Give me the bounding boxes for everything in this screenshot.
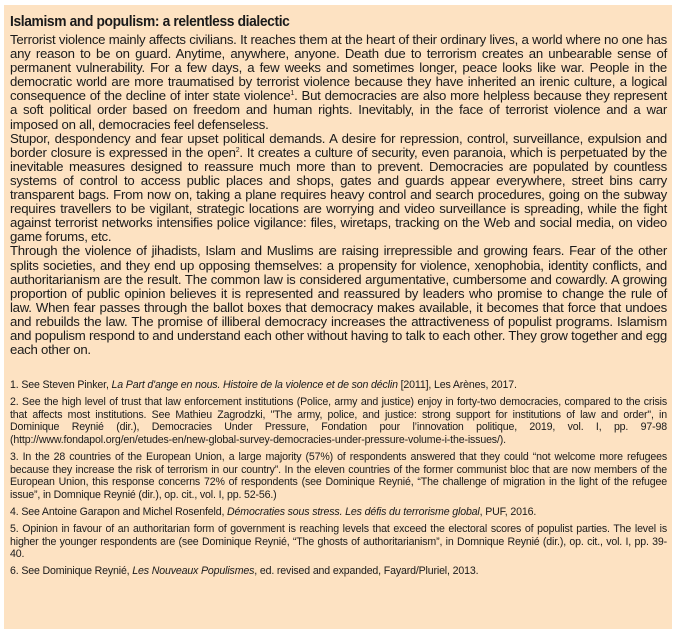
footnote-ref[interactable]: 2 <box>235 146 240 154</box>
paragraph <box>10 33 667 132</box>
box-title: Islamism and populism: a relentless dialectic <box>10 13 290 30</box>
footnote-text: 4. See Antoine Garapon and Michel Rosenfeld, <box>10 506 228 518</box>
paragraph-text: Stupor, despondency and fear upset political demands. A desire for repression, control, surveillance, expulsion and border closure is expressed in the open <box>10 130 667 160</box>
footnote-text: , ed. revised and expanded, Fayard/Pluriel, 2013. <box>254 565 479 578</box>
footnote <box>10 379 667 392</box>
footnote-title: La Part d'ange en nous. Histoire de la violence et de son déclin <box>111 379 398 392</box>
paragraph <box>10 132 667 245</box>
footnote-text: 2. See the high level of trust that law enforcement institutions (Police, army and justice) enjoy in forty-two democracies, compared to the crisis that affects most institutions. See Mathieu Zagrodzki, "The army, police, and justice: strong support for institutions of law and order", in Dominique Reynié (dir.), Democracies Under Pressure, Fondation pour l’innovation politique, 2019, vol. I, pp. 97-98 (http://www.fondapol.org/en/etudes-en/new-global-survey-democracies-under-pressure-volume-i-the-issues/). <box>10 396 667 447</box>
paragraph-text: . It creates a culture of security, even paranoia, which is perpetuated by the inevitable measures designed to reassure much more than to prevent. Democracies are populated by countless systems of control to access public places and shops, gates and guards appear everywhere, street bins carry transparent bags. From now on, taking a plane requires heavy control and search procedures, going on the subway requires travellers to be vigilant, strategic locations are worrying and video surveillance is spreading, while the fight against terrorist networks intensifies police vigilance: files, wiretaps, tracking on the Web and social media, on video game forums, etc. <box>10 144 667 245</box>
footnote-text: 6. See Dominique Reynié, <box>10 565 133 578</box>
footnote <box>10 565 667 578</box>
footnote <box>10 506 667 519</box>
footnotes <box>10 379 667 578</box>
paragraph <box>10 244 667 357</box>
footnote-ref[interactable]: 1 <box>290 90 295 98</box>
footnote-text: 3. In the 28 countries of the European Union, a large majority (57%) of respondents answered that they could “not welcome more refugees because they increase the risk of terrorism in our country”. In the eleven countries of the former communist bloc that are now members of the European Union, this response concerns 72% of respondents (see Dominique Reynié, “The challenge of migration in the light of the refugee issue”, in Domnique Reynié (dir.), op. cit., vol. I, pp. 52-56.) <box>10 451 667 501</box>
footnote-title: Les Nouveaux Populismes <box>132 565 255 578</box>
paragraph-text: Terrorist violence mainly affects civilians. It reaches them at the heart of their ordinary lives, a world where no one has any reason to be on guard. Anytime, anywhere, anyone. Death due to terrorism creates an unbearable sense of permanent vulnerability. For a few days, a few weeks and sometimes longer, peace looks like war. People in the democratic world are more traumatised by terrorist violence because they have inherited an irenic culture, a logical consequence of the decline of inter state violence <box>10 32 667 104</box>
footnote-text: 1. See Steven Pinker, <box>10 379 112 392</box>
footnote <box>10 451 667 501</box>
footnote-title: Démocraties sous stress. Les défis du terrorisme global <box>227 506 480 518</box>
footnote-text: [2011], Les Arènes, 2017. <box>397 379 517 392</box>
body-text <box>10 33 667 357</box>
paragraph-text: Through the violence of jihadists, Islam and Muslims are raising irrepressible and growing fears. Fear of the other splits societies, and they end up opposing themselves: a propensity for violence, xenophobia, identity conflicts, and authoritarianism are the result. The common law is considered argumentative, cumbersome and cowardly. A growing proportion of public opinion believes it is represented and reassured by leaders who promise to change the rule of law. When fear passes through the ballot boxes that democracy makes available, it becomes that force that undoes and rebuilds the law. The promise of illiberal democracy increases the attractiveness of populist programs. Islamism and populism respond to and understand each other without having to talk to each other. They grow together and egg each other on. <box>10 243 667 358</box>
footnote-text: 5. Opinion in favour of an authoritarian form of government is reaching levels that exceed the electoral scores of populist parties. The level is higher the younger respondents are (see Dominique Reynié, “The ghosts of authoritarianism”, in Domnique Reynié (dir.), op. cit., vol. I, pp. 39-40. <box>10 523 667 561</box>
sidebar-box <box>4 5 672 629</box>
paragraph-text: . But democracies are also more helpless because they represent a soft political order based on freedom and human rights. Inevitably, in the face of terrorist violence and a war imposed on all, democracies feel defenseless. <box>10 88 667 132</box>
footnote-text: , PUF, 2016. <box>479 506 537 518</box>
footnote <box>10 396 667 446</box>
footnote <box>10 523 667 561</box>
